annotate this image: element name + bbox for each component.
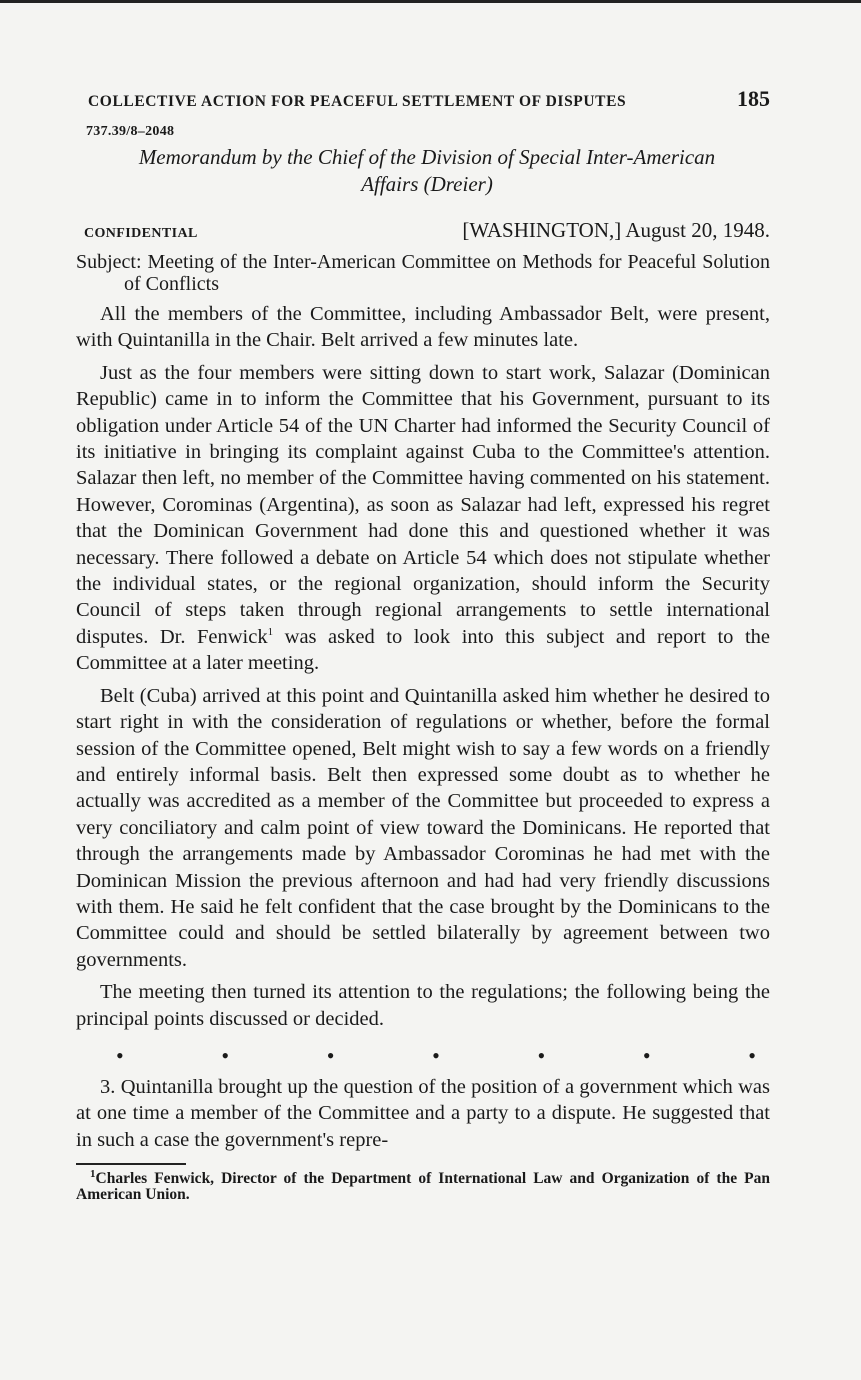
omission-dot: • — [221, 1042, 230, 1068]
paragraph-2-text-b: was asked to look into this subject and report to the Committee at a later meeting. — [76, 625, 771, 675]
memo-body — [76, 301, 770, 1153]
meta-row — [76, 218, 770, 243]
footnote-marker: 1 — [90, 1168, 96, 1181]
running-head — [88, 86, 770, 112]
paragraph-4: The meeting then turned its attention to the regulations; the following being the principal points discussed or decided. — [76, 981, 770, 1030]
document-page — [76, 86, 770, 1203]
footnote-reference: 1 — [267, 626, 274, 639]
footnote-rule — [76, 1163, 186, 1165]
paragraph-3: Belt (Cuba) arrived at this point and Quintanilla asked him whether he desired to start right in with the consideration of regulations or whether, before the formal session of the Committee opened, Belt might wish to say a few words on a friendly and entirely informal basis. Belt then expressed some doubt as to whether he actually was accredited as a member of the Committee but proceeded to express a very conciliatory and calm point of view toward the Dominicans. He reported that through the arrangements made by Ambassador Corominas he had met with the Dominican Mission the previous afternoon and had had very friendly discussions with them. He said he felt confident that the case brought by the Dominicans to the Committee could and should be settled bilaterally by agreement between two governments. — [76, 684, 770, 971]
footnote-text: Charles Fenwick, Director of the Department of International Law and Organization of the Pan American Union. — [76, 1170, 770, 1204]
classification: CONFIDENTIAL — [84, 226, 198, 241]
memo-title-line-1: Memorandum by the Chief of the Division of Special Inter-American — [138, 145, 716, 169]
footnote — [76, 1168, 770, 1204]
omission-dot: • — [748, 1042, 756, 1068]
file-number: 737.39/8–2048 — [86, 124, 175, 139]
memo-title — [76, 144, 770, 198]
page-number: 185 — [737, 86, 770, 111]
paragraph-2 — [76, 360, 770, 677]
page-top-edge — [0, 0, 861, 3]
memo-title-line-2: Affairs (Dreier) — [361, 172, 493, 196]
subject-line: Subject: Meeting of the Inter-American Committee on Methods for Peaceful Solution of Conflicts — [76, 251, 770, 295]
omission-dot: • — [432, 1042, 440, 1068]
omission-marks — [116, 1042, 756, 1068]
omission-dot: • — [537, 1042, 546, 1068]
running-title: COLLECTIVE ACTION FOR PEACEFUL SETTLEMENT OF DISPUTES — [88, 93, 627, 110]
omission-dot: • — [116, 1042, 124, 1068]
paragraph-2-text-a: Just as the four members were sitting down to start work, Salazar (Dominican Republic) came in to inform the Committee that his Government, pursuant to its obligation under Article 54 of the UN Charter had informed the Security Council of its initiative in bringing its complaint against Cuba to the Committee's attention. Salazar then left, no member of the Committee having commented on his statement. However, Corominas (Argentina), as soon as Salazar had left, expressed his regret that the Dominican Government had done this and questioned whether it was necessary. There followed a debate on Article 54 which does not stipulate whether the individual states, or the regional organization, should inform the Security Council of steps taken through regional arrangements to settle international disputes. Dr. Fenwick — [76, 361, 770, 648]
paragraph-5: 3. Quintanilla brought up the question of the position of a government which was at one time a member of the Committee and a party to a dispute. He suggested that in such a case the government's repre- — [76, 1075, 770, 1151]
paragraph-1: All the members of the Committee, including Ambassador Belt, were present, with Quintanilla in the Chair. Belt arrived a few minutes late. — [76, 303, 770, 352]
omission-dot: • — [642, 1042, 651, 1068]
dateline: [WASHINGTON,] August 20, 1948. — [462, 218, 770, 242]
omission-dot: • — [326, 1042, 335, 1068]
